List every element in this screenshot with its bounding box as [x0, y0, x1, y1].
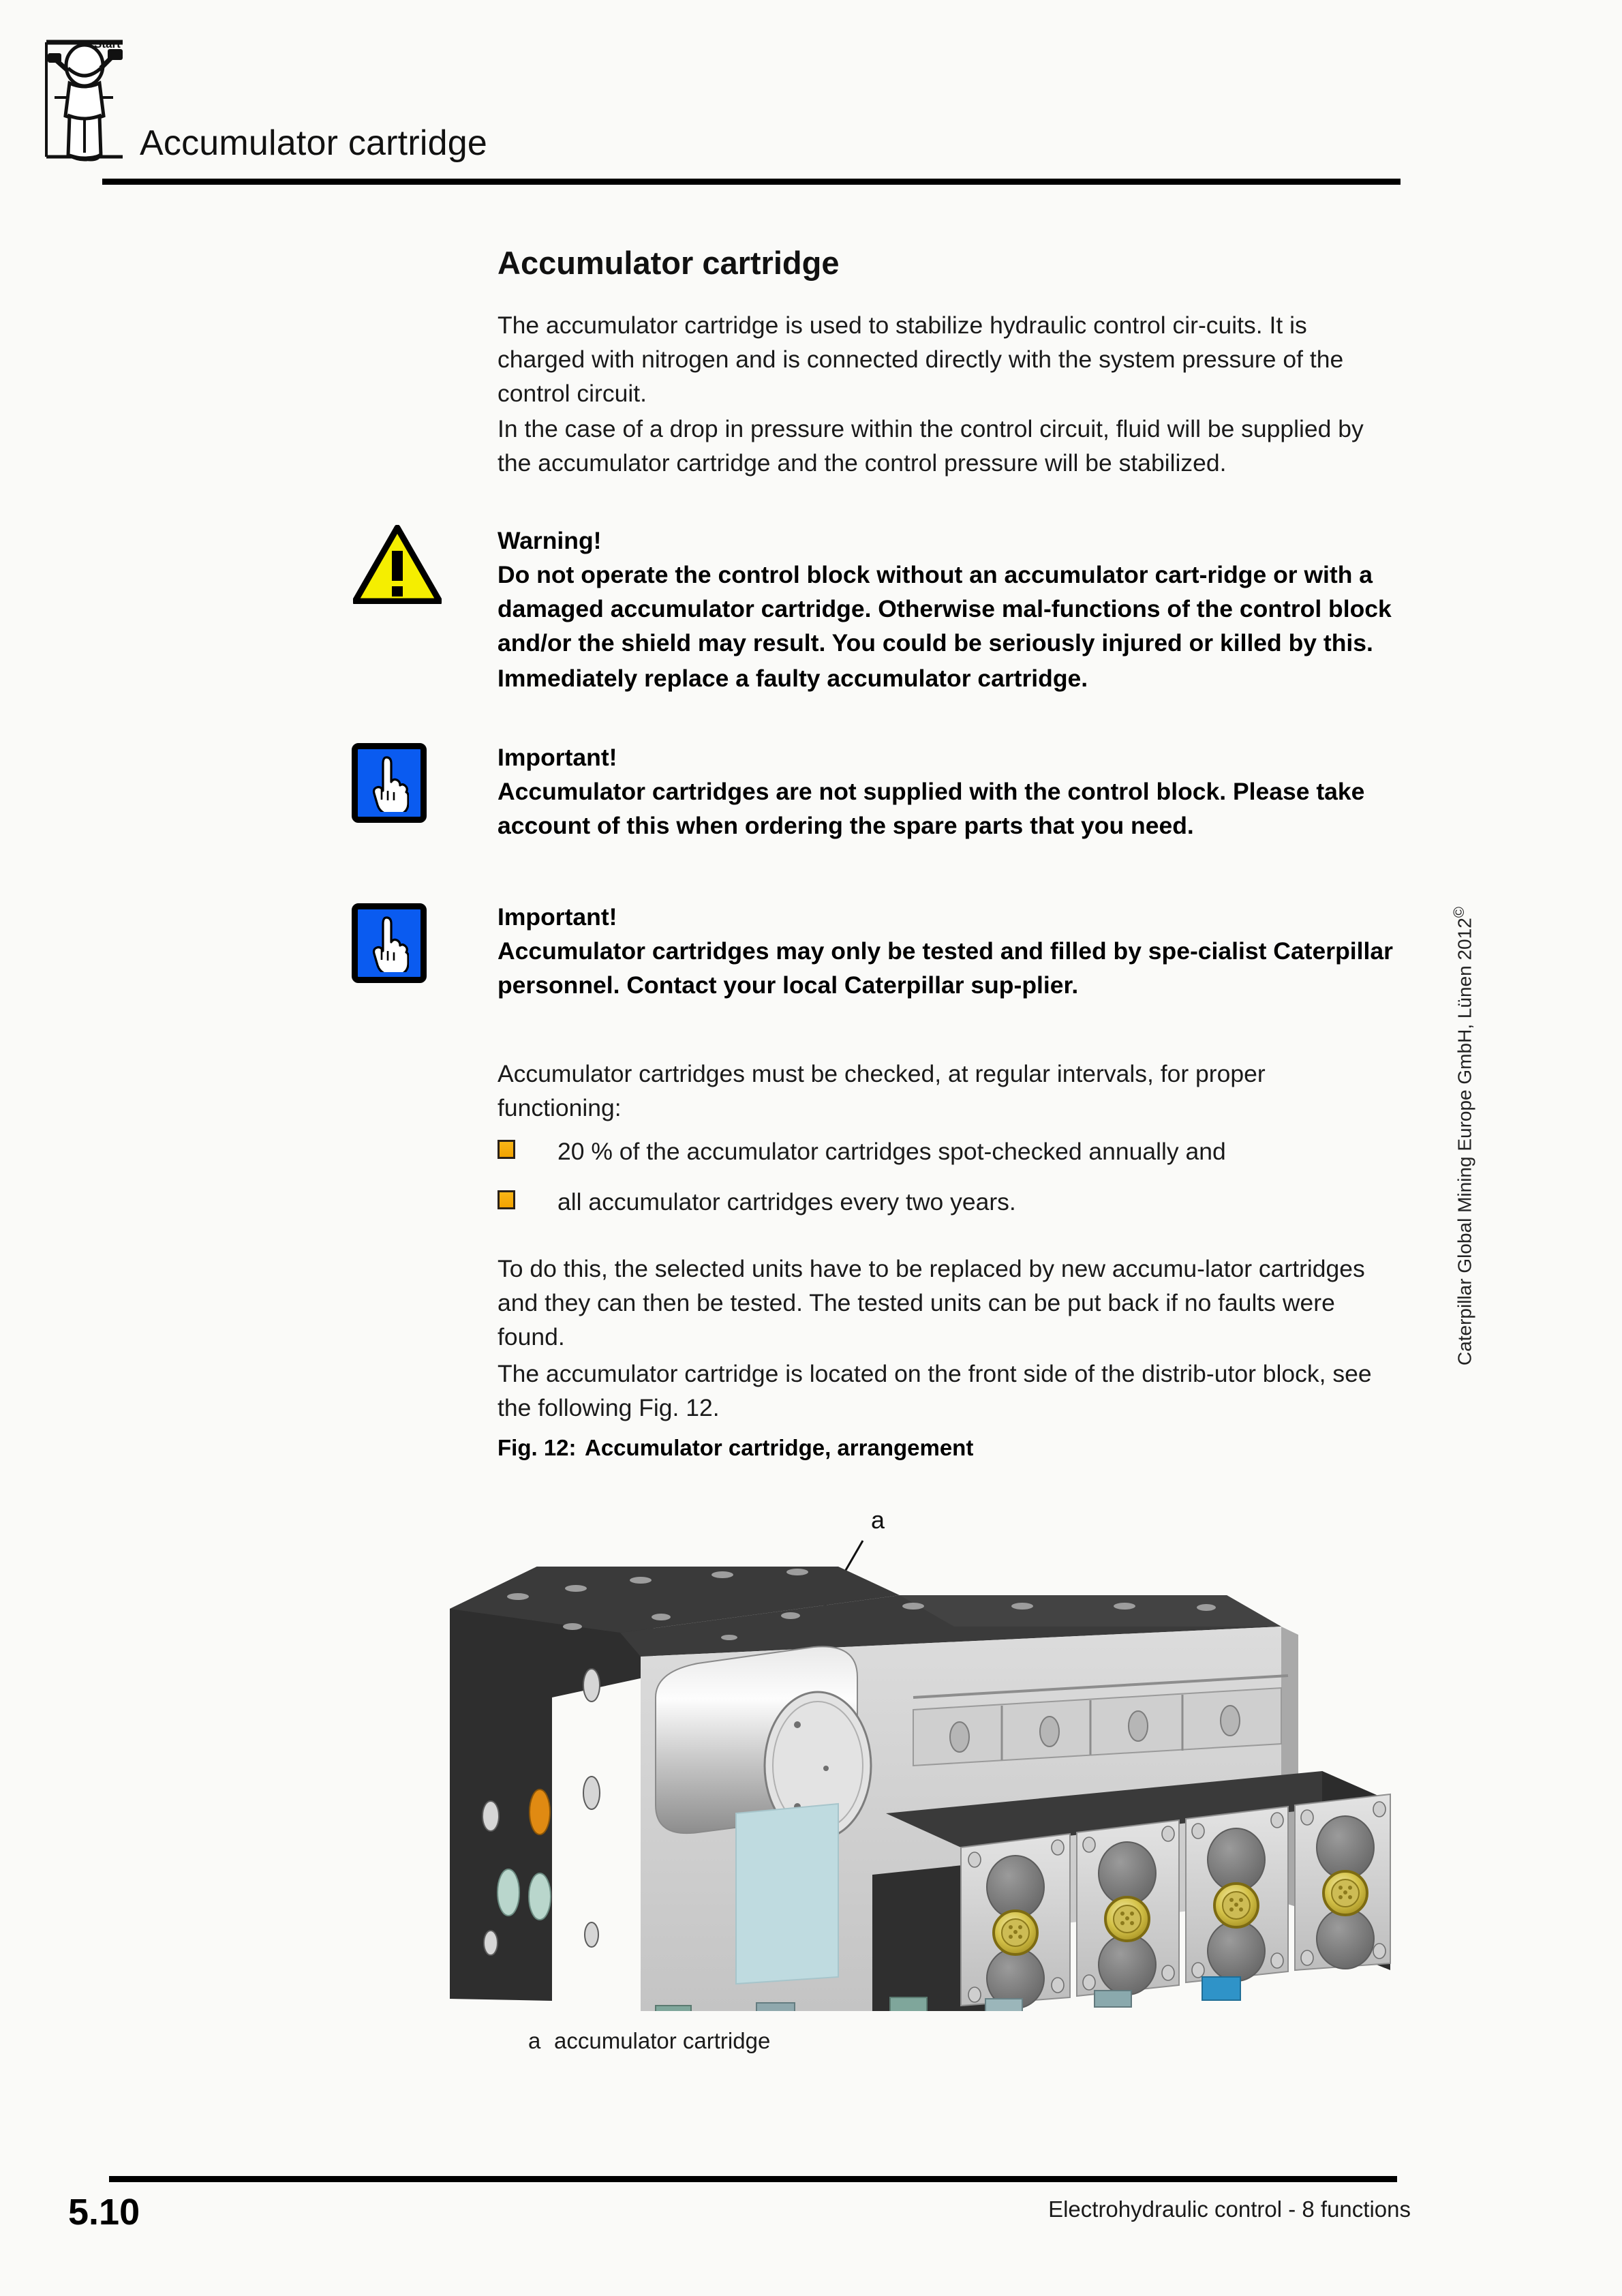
pointing-hand-icon-2 — [352, 903, 427, 983]
paragraph-after-bullets: To do this, the selected units have to be replaced by new accumu-lator cartridges and they can then be tested. The tested units can be put back if no faults were found. — [498, 1255, 1365, 1350]
figure-legend — [528, 2028, 770, 2054]
figure-number: Fig. 12: — [498, 1435, 577, 1460]
header-divider — [102, 179, 1401, 185]
pointing-hand-icon-1 — [352, 743, 427, 823]
intro-paragraph-2: In the case of a drop in pressure within the control circuit, fluid will be supplied by the accumulator cartridge and the control pressure will be stabilized. — [498, 415, 1364, 477]
list-item — [498, 1186, 1404, 1218]
list-item-label: 20 % of the accumulator cartridges spot-checked annually and — [557, 1138, 1226, 1165]
bullet-square-icon — [498, 1190, 515, 1209]
copyright-sidebar — [1450, 907, 1479, 1384]
operator-start-pictogram-icon — [42, 33, 132, 169]
warning-body-secondary: Immediately replace a faulty accumulator cartridge. — [498, 665, 1088, 692]
important-2-title: Important! — [498, 903, 617, 931]
page-title: Accumulator cartridge — [140, 123, 487, 163]
bullet-square-icon — [498, 1140, 515, 1159]
section-heading: Accumulator cartridge — [498, 245, 840, 281]
important-1-title: Important! — [498, 744, 617, 771]
page-header — [0, 0, 1622, 198]
figure-caption-text: Accumulator cartridge, arrangement — [585, 1435, 974, 1460]
copyright-symbol: © — [1450, 907, 1467, 918]
start-label: Start — [94, 37, 121, 50]
important-1-body: Accumulator cartridges are not supplied with the control block. Please take account of this when ordering the spare parts that you need. — [498, 778, 1365, 839]
check-intro-paragraph: Accumulator cartridges must be checked, at regular intervals, for proper functioning: — [498, 1060, 1266, 1121]
footer-document-title: Electrohydraulic control - 8 functions — [1048, 2196, 1411, 2222]
figure-legend-text: accumulator cartridge — [554, 2028, 771, 2053]
figure-caption — [498, 1435, 973, 1461]
page-number: 5.10 — [68, 2192, 140, 2233]
figure-legend-key: a — [528, 2028, 541, 2053]
warning-title: Warning! — [498, 527, 602, 554]
warning-triangle-icon — [353, 525, 442, 604]
figure-image — [436, 1493, 1431, 2011]
intro-paragraph-1: The accumulator cartridge is used to stabilize hydraulic control cir-cuits. It is charged with nitrogen and is connected directly with the system pressure of the control circuit. — [498, 312, 1344, 407]
list-item — [498, 1136, 1404, 1167]
figure-callout-a: a — [871, 1506, 885, 1534]
warning-body: Do not operate the control block without an accumulator cart-ridge or with a damaged accumulator cartridge. Otherwise mal-functions of the control block and/or the shield may result. You could be seriously injured or killed by this. — [498, 561, 1392, 656]
important-2-body: Accumulator cartridges may only be tested and filled by spe-cialist Caterpillar personnel. Contact your local Caterpillar sup-plier. — [498, 937, 1393, 999]
footer-divider — [109, 2176, 1397, 2182]
list-item-label: all accumulator cartridges every two years. — [557, 1188, 1016, 1215]
paragraph-figure-location: The accumulator cartridge is located on the front side of the distrib-utor block, see the following Fig. 12. — [498, 1360, 1372, 1421]
copyright-text: Caterpillar Global Mining Europe GmbH, Lünen 2012 — [1454, 918, 1475, 1366]
